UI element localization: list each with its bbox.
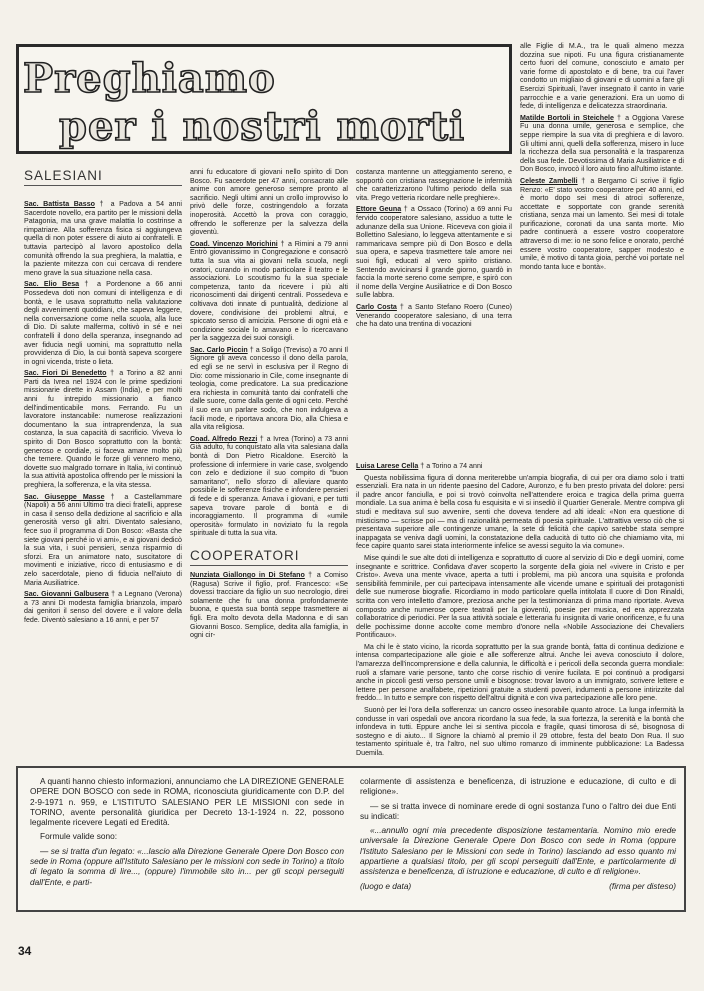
section-heading-cooperatori: COOPERATORI [190,548,348,566]
obituary-name: Coad. Vincenzo Morichini [190,239,278,248]
page-number: 34 [18,944,32,958]
obituary-text: anni fu educatore di giovani nello spirito di Don Bosco. Fu sacerdote per 47 anni, consacrato alle anime con amore generoso sempre pronto al sacrificio. Negli ultimi anni un crollo improvviso lo privò delle forze, costringendolo a forzata inoperosità. Accettò la prova con coraggio, offrendo le sofferenze per la salvezza della gioventù. [190,168,348,237]
obituary-entry [24,280,182,366]
obituary-entry [190,240,348,343]
obituary-name: Coad. Alfredo Rezzi [190,434,258,443]
featured-obituary-paragraph: Suonò per lei l'ora della sofferenza: un cancro osseo inesorabile quanto atroce. La lunga infermità la condusse in vari ospedali ove ancora ricordano la sua fede, la sua fortezza, la serenità e la bontà che infondeva in tutti. Eppure anche lei si sentiva piccola e fragile, quasi timorosa di sé, bisognosa di sostegno e di aiuto... Il Signore la chiamò al premio il 29 ottobre, festa del beato Don Rua. Il suo testamento spirituale è, tra l'altro, nel suo ultimo romanzo di imminente pubblicazione: La Badessa Duemila. [356,706,684,757]
obituary-entry [356,303,512,329]
obituary-entry [190,571,348,640]
legal-continuation: colarmente di assistenza e beneficenza, di istruzione e educazione, di culto e di religione». [360,776,676,797]
obituary-name: Luisa Larese Cella [356,462,419,470]
obituary-name: Sac. Fiori Di Benedetto [24,369,107,378]
featured-obituary-body [356,474,684,758]
obituary-entry [190,346,348,432]
legal-formulas-label: Formule valide sono: [40,831,118,842]
featured-obituary-heading [356,462,684,471]
page-title-line2: per i nostri morti [59,103,466,150]
featured-obituary-paragraph: Ma chi le è stato vicino, la ricorda soprattutto per la sua grande bontà, fatta di continua dedizione e intensa compartecipazione alle gioie e alle sofferenze altrui. Anche lei aveva conosciuto il dolore, l'amarezza dell'incomprensione e della calunnia, le difficoltà e i pericoli della seconda guerra mondiale: ruoli a sfamare varie persone, tanto che corse rischio di venire fucilata. E poi continuò a prodigarsi anche in piccoli gesti verso persone umili e bisognose: trovar lavoro a un immigrato, scrivere lettere e lettere per persone analfabete, ripetizioni gratuite a studenti poveri, indumenti a persone intirizzite dal freddo... In tutto e sempre con rispetto dell'altrui dignità e con viva partecipazione alle loro pene. [356,642,684,703]
title-box [16,44,512,154]
obituary-text: † a Santo Stefano Roero (Cuneo) Venerando cooperatore salesiano, di una terra che ha dato una trentina di vocazioni [356,302,512,329]
signature-label: (firma per disteso) [609,880,676,891]
obituary-text: costanza mantenne un atteggiamento sereno, e sopportò con cristiana rassegnazione le infermità che caratterizzarono l'ultimo periodo della sua vita. Prego vetteria ricordare nelle preghiere». [356,168,512,202]
obituary-entry [24,369,182,489]
obituary-entry [520,114,684,174]
obituary-entry [520,42,684,111]
legal-heir-formula: «...annullo ogni mia precedente disposizione testamentaria. Nomino mio erede universale la Direzione Generale Opere Don Bosco con sede in Roma (oppure l'Istituto Salesiano per le Missioni con sede in Torino) lasciando ad esso quanto mi appartiene a qualsiasi titolo, per gli scopi perseguiti dall'Ente, e particolarmente di assistenza e beneficenza, di istruzione e educazione, di culto e di religione». [360,825,676,877]
obituary-text: † a Legnano (Verona) a 73 anni Di modesta famiglia brianzola, imparò dai genitori il senso del dovere e il valore della fede. Diventò salesiano a 16 anni, e per 57 [24,590,182,624]
obituary-text: † a Torino a 82 anni Parti da Ivrea nel 1924 con le prime spedizioni missionarie dirette in Assam (India), e per molti anni fu intrepido missionario a fianco dell'indimenticabile mons. Ferrando. Fu un lavoratore instancabile: numerose realizzazioni documentano la sua intraprendenza, la sua costanza, la sua capacità di sacrificio. Viveva lo spirito di Don Bosco soprattutto con la bontà: generoso e cordiale, si faceva amare molto più che temere. Quando le forze gli vennero meno, dovette suo malgrado tornare in Italia, ivi continuò la sua attività apostolica offrendo per le missioni la preghiera, la sofferenza, e la vita stessa. [24,369,183,489]
obituary-text: † a Padova a 54 anni Sacerdote novello, era partito per le missioni della Patagonia, ma una grave malattia lo costrinse a rimpatriare. Alla sofferenza fisica si aggiungeva quella di non poter essere di aiuto ai confratelli. E tuttavia partecipò al lavoro apostolico della comunità offrendo la sua preghiera, la malattia, e la paziente mitezza con cui cercava di rendere meno grave la sua situazione nella casa. [24,200,182,277]
obituary-text: † a Ivrea (Torino) a 73 anni Già adulto, fu conquistato alla vita salesiana dalla bontà di Don Pietro Ricaldone. Esercitò la professione di infermiere in varie case, svolgendo con zelo e dedizione il suo compito di "buon samaritano", nello sforzo di alleviare quanto possibile le sofferenze fisiche e infondere pensieri di fede e di speranza. Amava i giovani, e per tutti sapeva trovare parole di bontà e di incoraggiamento. Il programma di «umile operosità» formulato in noviziato fu la regola spirituale di tutta la sua vita. [190,434,348,538]
obituary-name: Sac. Elio Besa [24,280,80,289]
obituary-text: † a Oggiona Varese Fu una donna umile, generosa e semplice, che seppe riempire la sua vita di preghiera e di lavoro. Gli ultimi anni, quelli della sofferenza, misero in luce la ricchezza della sua personalità e la trasparenza della sua fede. Devotissima di Maria Ausiliatrice e di Don Bosco, invocò il loro aiuto fino all'ultimo istante. [520,113,684,174]
obituary-name: Matilde Bortoli in Steichele [520,113,614,122]
obituary-text: † a Pordenone a 66 anni Possedeva doti non comuni di intelligenza e di bontà, e le usava soprattutto nella valutazione degli avvenimenti quotidiani, che sapeva leggere, nella conversazione come nella scuola, alla luce di Dio. Di salute malferma, coltivò in sé e nei confratelli il dono della speranza, insegnando ad aver fiducia negli uomini, ma soprattutto nella provvidenza di Dio, la cui bontà sapeva scorgere in ogni vicenda, triste o lieta. [24,280,182,366]
obituary-entry [24,493,182,588]
obituary-entry [520,177,684,272]
obituary-name: Nunziata Giallongo in Di Stefano [190,570,305,579]
legal-notice-box [16,766,686,912]
section-heading-salesiani: SALESIANI [24,168,182,186]
legal-heir-intro: — se si tratta invece di nominare erede di ogni sostanza l'uno o l'altro dei due Enti su indicati: [360,800,676,821]
obituary-text: alle Figlie di M.A., tra le quali almeno mezza dozzina sue nipoti. Fu una figura cristianamente certo fuori del comune, conosciuto e amato per varie forme di apostolato e di bene, tra cui l'aver condotto un migliaio di giovani e di uomini a fare gli Esercizi Spirituali, l'aver insegnato il canto in varie parrocchie e a varie generazioni. Era un uomo di fede, di intelligenza e delicatezza straordinaria. [520,42,684,111]
place-date-label: (luogo e data) [360,880,412,891]
column-4 [520,42,684,274]
obituary-name: Sac. Carlo Piccin [190,345,248,354]
column-1 [24,168,182,628]
obituary-name: Sac. Giovanni Galbusera [24,590,109,599]
obituary-entry [24,200,182,277]
obituary-text: † a Ossaco (Torino) a 69 anni Fu fervido cooperatore salesiano, assiduo a tutte le adunanze della sua Unione. Riceveva con gioia il Bollettino Salesiano, lo leggeva attentamente e si rammaricava sempre più di Don Bosco e della sua opera, e sapeva trasmettere tale amore nei suoi figli, educati al vero spirito cristiano. Sentendo avvicinarsi il grande giorno, guardò in faccia la morte sereno come sempre, e spirò con il nome della Vergine Ausiliatrice e di Don Bosco sulle labbra. [356,205,513,300]
featured-obituary-paragraph: Mise quindi le sue alte doti di intelligenza e soprattutto di cuore al servizio di Dio e degli uomini, come insegnante e scrittrice. Confidava d'aver scoperto la sorgente della gioia nel «vivere in Cristo e per Cristo». Aveva una mente vivace, aperta a tutti i problemi, ma più ancora una squisita e profonda sensibilità femminile, per cui partecipava intensamente alle vicende umane e spirituali dei protagonisti delle sue numerose biografie. Ricordiamo in modo particolare quella intitolata Il cuore di Don Rinaldi, scritta con vero intelletto d'amore, preziosa anche per la testimonianza di prima mano riportate. Aveva composto anche numerose opere teatrali per la gioventù, poesie per musica, ed era apprezzata collaboratrice di periodici. Per la sua attività sociale e letteraria fu insignita di varie onorificenze, e fu una delle pochissime donne accolte come membro d'onore nella «Nobile Associazione dei Chevaliers Pontificaux». [356,553,684,640]
obituary-name: Sac. Giuseppe Masse [24,492,105,501]
obituary-place: † a Torino a 74 anni [418,462,483,470]
obituary-entry [356,168,512,202]
legal-signature-line [360,881,676,891]
column-3 [356,168,512,332]
obituary-name: Celeste Zambelli [520,176,578,185]
legal-notice-right [360,776,676,895]
legal-legacy-formula: — se si tratta d'un legato: «...lascio alla Direzione Generale Opere Don Bosco con sede in Roma (oppure all'Istituto Salesiano per le missioni con sede in Torino) a titolo di legato la somma di lire..., (oppure) l'immobile sito in... per gli scopi perseguiti dall'Ente, e parti- [30,845,344,887]
obituary-list [356,168,512,329]
obituary-name: Carlo Costa [356,302,397,311]
obituary-entry [24,590,182,624]
column-2 [190,168,348,643]
obituary-list [190,571,348,640]
legal-notice-left [30,776,344,891]
legal-intro: A quanti hanno chiesto informazioni, annunciamo che LA DIREZIONE GENERALE OPERE DON BOSCO con sede in ROMA, riconosciuta giuridicamente con D.P. del 2-9-1971 n. 959, e L'ISTITUTO SALESIANO PER LE MISSIONI con sede in TORINO, avente personalità giuridica per Decreto 13-1-1924 n. 22, possono legalmente ricevere Legati ed Eredità. [30,776,344,828]
obituary-list [190,168,348,538]
obituary-text: † a Comiso (Ragusa) Scrive il figlio, prof. Francesco: «Se dovessi tracciare da figlio un suo necrologio, direi solamente che fu una donna profondamente buona, e questa sua bontà seppe trasmettere ai figli. Era molto devota della Madonna e di san Giovanni Bosco. Semplice, dedita alla famiglia, in ogni cir- [190,570,348,640]
page-title-line1: Preghiamo [23,55,276,102]
obituary-text: † a Castellammare (Napoli) a 56 anni Ultimo tra dieci fratelli, apprese in casa il senso della dedizione al sacrificio e alla generosità verso gli altri. Diventato salesiano, fece suo il programma di Don Bosco: «Basta che siete giovani perché io vi ami», e ai giovani dedicò la sua vita, i suoi pensieri, senza risparmio di sforzi. Era un animatore nato, suscitatore di movimenti e iniziative, ricco di entusiasmo e di zelo sacerdotale, pieno di fiducia nell'aiuto di Maria Ausiliatrice. [24,492,182,587]
obituary-text: † a Bergamo Ci scrive il figlio Renzo: «E' stato vostro cooperatore per 40 anni, ed è morto dopo sei mesi di atroci sofferenze, accettate e sopportate con grande serenità cristiana, senza mai un lamento. Sei mesi di totale purificazione, coronati da una santa morte. Mio padre continuerà a essere vostro cooperatore attraverso di me: io ne sono felice e onorato, perché essere vostro cooperatore, sapper modesto e umile, è motivo di tanta gioia, perché voi portate nel mondo tanta luce e bontà». [520,176,684,271]
featured-obituary [356,462,684,761]
obituary-entry [356,205,512,300]
featured-obituary-paragraph: Questa nobilissima figura di donna meriterebbe un'ampia biografia, di cui per ora diamo solo i tratti essenziali. Era nata in un ridente paesino del Cadore, Auronzo, e fu ben presto privata del dolore: persi il padre ancor fanciulla, e poi si trovò coinvolta nell'attendere eroica e tragica della prima guerra mondiale. La sua anima è bella cosa fu esquisita e vi si insediò il Quartier Generale. Mentre compiva gli studi e meditava sul suo avvenire, senti che doveva tendere ad alti ideali: «Non era questione di misticismo — scrisse poi — ma di razionalità permeata di poesia spirituale. L'attrattiva verso ciò che si presentava superiore alle contingenze umane, la sete di felicità che capivo sarebbe stata sempre inappagata se veniva dagli uomini, la constatazione della caducità di tutto ciò che chiamiamo vita, mi fece capire quanto sarei stata interiormente infelice se avessi seguito la via comune». [356,473,684,551]
obituary-entry [190,435,348,538]
obituary-text: † a Rimini a 79 anni Entrò giovanissimo in Congregazione e consacrò tutta la sua vita ai giovani nella scuola, negli oratori, curando in modo particolare il teatro e le associazioni. Lo scoutismo fu la sua speciale competenza, tanto da ricevere i più alti riconoscimenti dai dirigenti centrali. Possedeva e coltivava doti innate di puntualità, dedizione al dovere, condivisione dei problemi altrui, e spiccato senso di amicizia. Persone di ogni età e condizione sociale lo amavano e lo ricercavano per la saggezza dei suoi consigli. [190,239,349,343]
obituary-entry [190,168,348,237]
obituary-name: Ettore Geuna [356,205,402,214]
obituary-name: Sac. Battista Basso [24,200,95,208]
obituary-text: † a Soligo (Treviso) a 70 anni Il Signore gli aveva concesso il dono della parola, ed egli se ne servì in esclusiva per il Regno di Dio: come missionario in Cile, come insegnante di teologia, come predicatore. La sua predicazione era richiesta in comunità tanto dai confratelli che dalle suore, come dalla gente di ogni ceto. Perché il suo era un parlare sodo, che non indulgeva a facili mode, e riportava ancora Dio, alla Chiesa e alla vita religiosa. [190,345,348,432]
obituary-list [24,200,182,625]
obituary-list [520,42,684,271]
